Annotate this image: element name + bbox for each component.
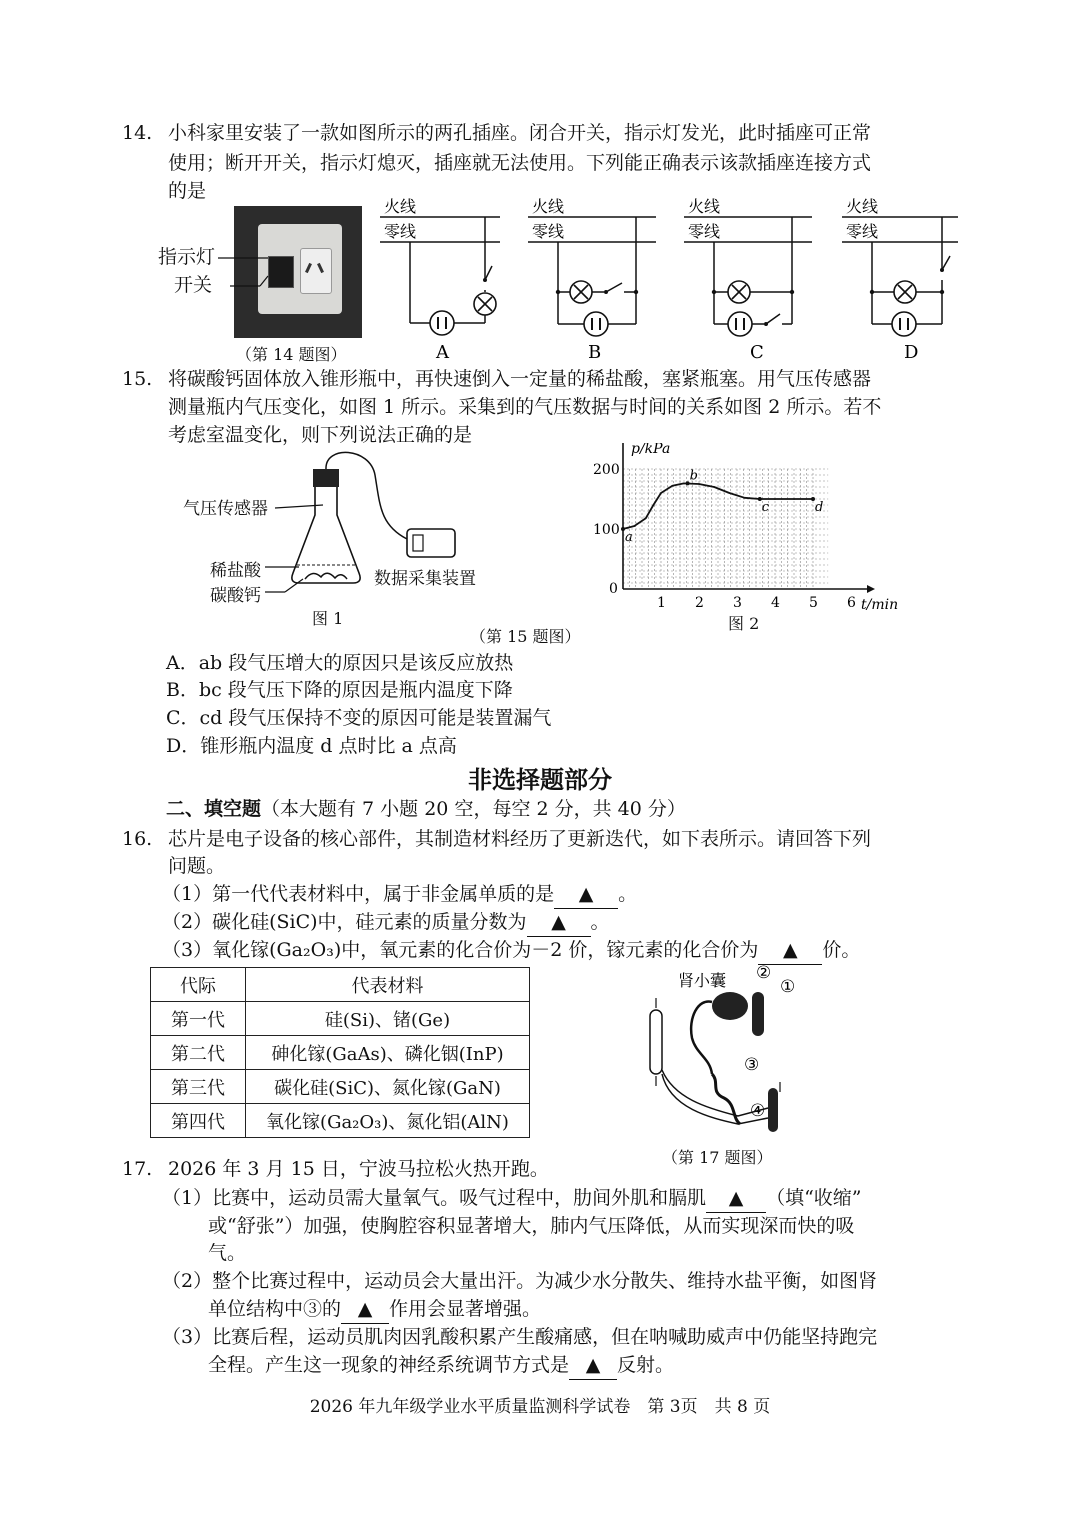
table-cell: 第二代 [151,1036,246,1070]
section-sub-label: 二、填空题 [166,798,262,820]
label-collector: 数据采集装置 [374,569,476,589]
q14-line1: 小科家里安装了一款如图所示的两孔插座。闭合开关，指示灯发光，此时插座可正常 [168,122,872,144]
q17-intro: 2026 年 3 月 15 日，宁波马拉松火热开跑。 [168,1158,549,1180]
q15-caption: （第 15 题图） [470,627,581,646]
x-axis-arrow [867,585,875,593]
q17-sub1-line2: 或“舒张”）加强，使胸腔容积显著增大，肺内气压降低，从而实现深而快的吸 [208,1215,855,1237]
label-sensor: 气压传感器 [183,499,268,519]
answer-blank-17-2[interactable]: ▲ [341,1296,389,1324]
q14-circuits [380,192,980,364]
point-label-a: a [625,530,633,545]
x-tick-label: 1 [657,595,666,611]
fig17-marker-3: ③ [744,1055,760,1075]
label-solid: 碳酸钙 [210,586,261,606]
q15-line3: 考虑室温变化，则下列说法正确的是 [168,424,473,446]
table-cell: 氧化镓(Ga₂O₃)、氮化铝(AlN) [246,1104,530,1138]
table-cell: 砷化镓(GaAs)、磷化铟(InP) [246,1036,530,1070]
q17-number: 17. [122,1158,153,1180]
section-subtitle [166,796,686,823]
q15-choice-a[interactable]: A．ab 段气压增大的原因只是该反应放热 [166,652,514,674]
data-point [672,485,674,487]
table-header: 代表材料 [246,968,530,1002]
renal-vessel-2 [768,1088,778,1132]
fig17-nephron [640,958,820,1144]
x-tick-label: 6 [847,595,856,611]
table-row [151,1070,530,1104]
q16-number: 16. [122,828,153,850]
fig17-marker-2: ② [756,963,772,983]
q15-line2: 测量瓶内气压变化，如图 1 所示。采集到的气压数据与时间的关系如图 2 所示。若不 [168,396,882,418]
data-point [698,483,700,485]
data-point [793,498,795,500]
stopper [313,469,339,487]
q15-fig2-chart [585,443,935,613]
q15-line1: 将碳酸钙固体放入锥形瓶中，再快速倒入一定量的稀盐酸，塞紧瓶塞。用气压传感器 [168,368,872,390]
x-tick-label: 4 [771,595,780,611]
x-axis-label: t/min [861,597,899,613]
circuit-c[interactable] [684,197,812,363]
photo-label-switch: 开关 [174,274,213,296]
answer-blank-17-1[interactable]: ▲ [706,1185,766,1213]
table-row [151,1002,530,1036]
circuit-c-live-label: 火线 [688,197,721,216]
option-a-label: A [436,342,449,363]
circuit-b-neutral-label: 零线 [532,222,565,241]
fig2-caption: 图 2 [728,614,760,633]
answer-blank-16-1[interactable]: ▲ [554,881,618,909]
q17-sub2-line2: 单位结构中③的 ▲ 作用会显著增强。 [208,1296,541,1324]
q15-number: 15. [122,368,153,390]
y-tick-label: 200 [593,462,620,478]
circuit-b[interactable] [528,197,656,363]
circuit-a-live-label: 火线 [384,197,417,216]
renal-vessel-1 [752,992,764,1036]
data-point [645,517,647,519]
data-point [713,486,715,488]
socket-face [300,248,332,294]
data-point [653,504,655,506]
x-tick-label: 2 [695,595,704,611]
data-point [774,498,776,500]
option-c-label: C [750,342,764,363]
data-point [683,483,685,485]
glomerulus [712,992,748,1020]
section-sub-detail: （本大题有 7 小题 20 空，每空 2 分，共 40 分） [261,798,686,820]
q16-sub2: （2）碳化硅(SiC)中，硅元素的质量分数为 ▲ 。 [162,909,610,937]
label-acid: 稀盐酸 [210,561,261,581]
q16-line1: 芯片是电子设备的核心部件，其制造材料经历了更新迭代，如下表所示。请回答下列 [168,828,872,850]
point-label-d: d [815,500,824,515]
q15-choice-d[interactable]: D．锥形瓶内温度 d 点时比 a 点高 [166,735,457,757]
data-point [744,497,746,499]
photo-label-leaders [210,250,270,300]
answer-blank-16-2[interactable]: ▲ [527,909,591,937]
data-point [729,492,731,494]
fig17-title: 肾小囊 [678,971,727,990]
table-header: 代际 [151,968,246,1002]
photo-label-indicator: 指示灯 [158,246,216,268]
answer-blank-16-3[interactable]: ▲ [758,937,822,965]
fig17-marker-4: ④ [750,1101,766,1121]
table-row [151,1104,530,1138]
q17-sub2-line1: （2）整个比赛过程中，运动员会大量出汗。为减少水分散失、维持水盐平衡，如图肾 [162,1270,878,1292]
conical-flask [292,487,360,583]
x-tick-label: 3 [733,595,742,611]
point-label-c: c [761,500,770,515]
fig1-caption: 图 1 [312,609,344,628]
table-cell: 第四代 [151,1104,246,1138]
q14-line2: 使用；断开开关，指示灯熄灭，插座就无法使用。下列能正确表示该款插座连接方式 [168,152,872,174]
q15-choice-b[interactable]: B．bc 段气压下降的原因是瓶内温度下降 [166,679,513,701]
section-title: 非选择题部分 [468,766,612,794]
fig17-marker-1: ① [780,977,796,997]
q16-sub3: （3）氧化镓(Ga₂O₃)中，氧元素的化合价为－2 价，镓元素的化合价为 ▲ 价。 [162,937,860,965]
materials-table [150,967,530,1138]
option-d-label: D [904,342,919,363]
table-cell: 第三代 [151,1070,246,1104]
fig17-caption: （第 17 题图） [662,1148,773,1167]
circuit-c-neutral-label: 零线 [688,222,721,241]
table-row [151,1036,530,1070]
data-point [634,525,636,527]
table-cell: 硅(Si)、锗(Ge) [246,1002,530,1036]
q17-sub1-line3: 气。 [208,1242,247,1264]
answer-blank-17-3[interactable]: ▲ [569,1352,617,1380]
collecting-duct [650,1010,662,1074]
table-cell: 第一代 [151,1002,246,1036]
x-tick-label: 5 [809,595,818,611]
page-footer: 2026 年九年级学业水平质量监测科学试卷 第 3页 共 8 页 [309,1397,771,1417]
circuit-a-neutral-label: 零线 [384,222,417,241]
q17-sub3-line1: （3）比赛后程，运动员肌肉因乳酸积累产生酸痛感，但在呐喊助威声中仍能坚持跑完 [162,1326,878,1348]
point-label-b: b [689,468,698,484]
origin-label: 0 [609,581,618,597]
indicator-switch [268,256,294,288]
q14-line3: 的是 [168,180,207,202]
data-point [660,492,662,494]
option-b-label: B [588,342,602,363]
circuit-d-neutral-label: 零线 [846,222,879,241]
q17-sub3-line2: 全程。产生这一现象的神经系统调节方式是 ▲ 反射。 [208,1352,674,1380]
circuit-d[interactable] [842,197,958,363]
y-tick-label: 100 [593,522,620,538]
y-axis-label: p/kPa [631,443,671,457]
q17-sub1-line1: （1）比赛中，运动员需大量氧气。吸气过程中，肋间外肌和膈肌 ▲ （填“收缩” [162,1185,862,1213]
q14-number: 14. [122,122,153,144]
table-cell: 碳化硅(SiC)、氮化镓(GaN) [246,1070,530,1104]
circuit-b-live-label: 火线 [532,197,565,216]
table-header-row [151,968,530,1002]
q16-sub1: （1）第一代代表材料中，属于非金属单质的是 ▲ 。 [162,881,637,909]
circuit-d-live-label: 火线 [846,197,879,216]
q16-line2: 问题。 [168,855,226,877]
q14-caption: （第 14 题图） [236,345,347,364]
q15-choice-c[interactable]: C．cd 段气压保持不变的原因可能是装置漏气 [166,707,552,729]
circuit-a[interactable] [380,197,500,363]
